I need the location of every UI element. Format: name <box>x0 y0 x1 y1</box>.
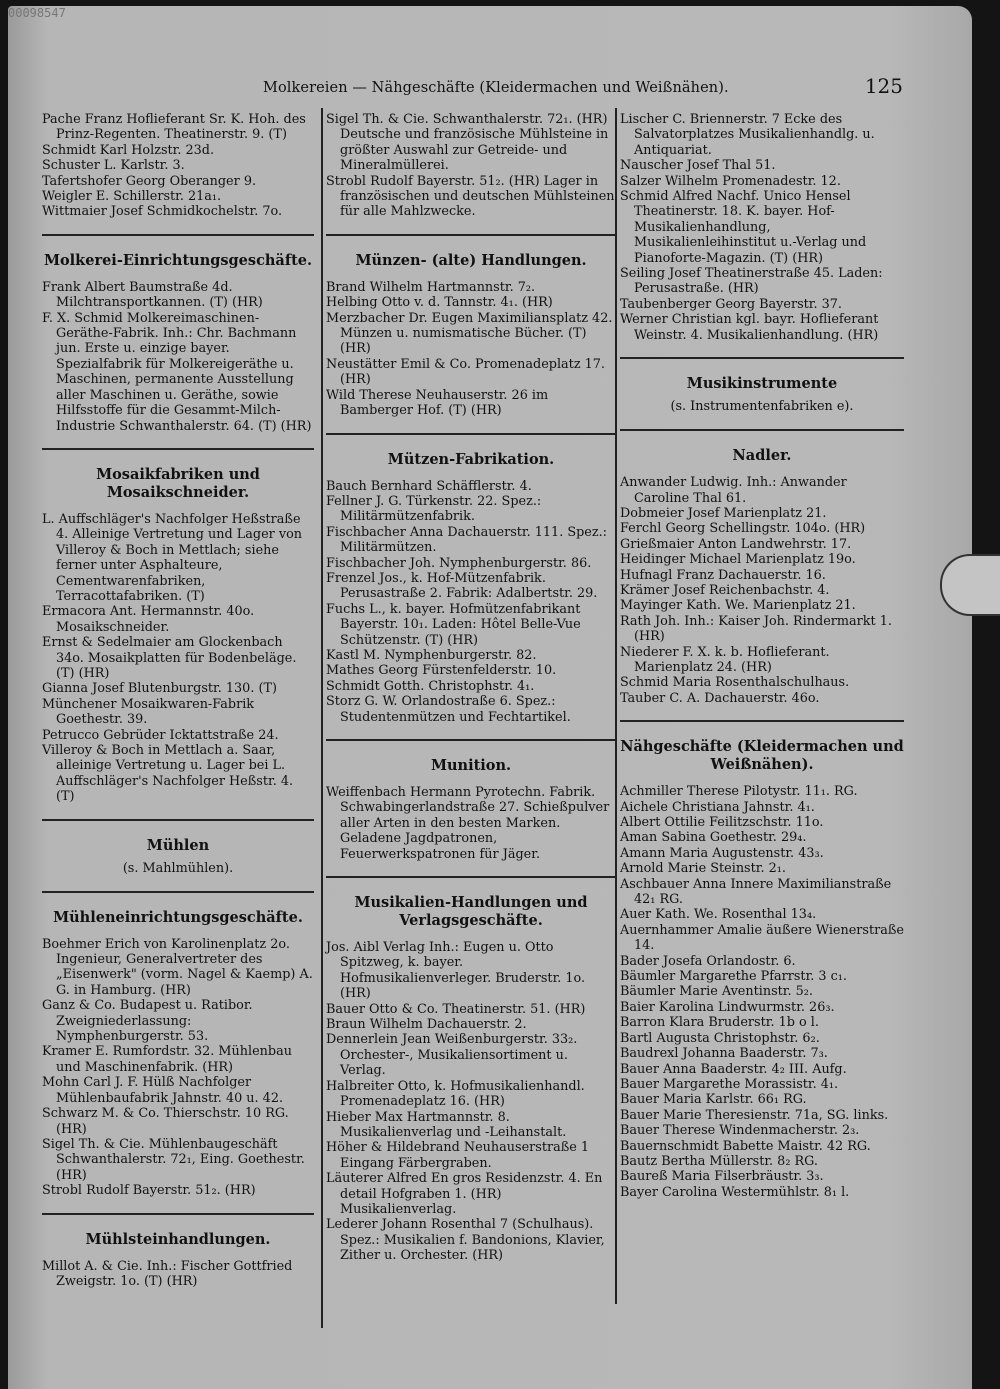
book-tab <box>940 554 1000 616</box>
directory-entry: L. Auffschläger's Nachfolger Heßstraße 4. Alleinige Vertretung und Lager von Villeroy & Boch in Mettlach; siehe ferner unter Asphalteure, Cementwarenfabriken, Terracottafabriken. (T) <box>42 511 303 604</box>
directory-entry: Salzer Wilhelm Promenadestr. 12. <box>620 173 841 189</box>
running-title: Molkereien — Nähgeschäfte (Kleidermachen und Weißnähen). <box>263 80 729 96</box>
section-title: Münzen- (alte) Handlungen. <box>355 251 587 269</box>
directory-entry: Wild Therese Neuhauserstr. 26 im Bamberger Hof. (T) (HR) <box>326 387 549 419</box>
entry-list <box>326 940 616 1264</box>
directory-entry: Schmidt Karl Holzstr. 23d. <box>42 142 215 158</box>
section-title: Munition. <box>430 757 512 774</box>
directory-entry: Frank Albert Baumstraße 4d. Milchtransportkannen. (T) (HR) <box>42 279 263 311</box>
directory-entry: Lederer Johann Rosenthal 7 (Schulhaus). Spez.: Musikalien f. Bandonions, Klavier, Zither u. Orchester. (HR) <box>326 1217 605 1264</box>
directory-entry: Baier Karolina Lindwurmstr. 26₃. <box>620 999 835 1015</box>
directory-entry: Niederer F. X. k. b. Hoflieferant. Marienplatz 24. (HR) <box>620 644 830 675</box>
entry-list <box>42 112 314 220</box>
directory-page <box>8 6 972 1389</box>
directory-entry: Mohn Carl J. F. Hülß Nachfolger Mühlenbaufabrik Jahnstr. 40 u. 42. <box>42 1075 284 1106</box>
directory-entry: Helbing Otto v. d. Tannstr. 4₁. (HR) <box>326 295 553 311</box>
entry-list <box>620 784 904 1200</box>
directory-entry: Aschbauer Anna Innere Maximilianstraße 42₁ RG. <box>620 876 892 908</box>
section-rule <box>620 357 904 359</box>
directory-entry: Barron Klara Bruderstr. 1b o l. <box>620 1015 819 1031</box>
directory-entry: Storz G. W. Orlandostraße 6. Spez.: Studentenmützen und Fechtartikel. <box>326 694 571 725</box>
directory-entry: Ermacora Ant. Hermannstr. 40o. Mosaikschneider. <box>42 604 255 635</box>
section-rule <box>326 234 616 236</box>
directory-entry: Kramer E. Rumfordstr. 32. Mühlenbau und Maschinenfabrik. (HR) <box>42 1044 292 1075</box>
directory-entry: Pache Franz Hoflieferant Sr. K. Hoh. des Prinz-Regenten. Theatinerstr. 9. (T) <box>42 112 306 143</box>
directory-entry: Albert Ottilie Feilitzschstr. 11o. <box>620 815 824 830</box>
directory-entry: Bauch Bernhard Schäfflerstr. 4. <box>326 478 532 494</box>
directory-entry: Strobl Rudolf Bayerstr. 51₂. (HR) <box>42 1183 256 1199</box>
directory-entry: Auer Kath. We. Rosenthal 13₄. <box>620 907 817 923</box>
directory-entry: Münchener Mosaikwaren-Fabrik Goethestr. 39. <box>42 696 255 728</box>
section-rule <box>326 433 616 435</box>
directory-entry: Ferchl Georg Schellingstr. 104o. (HR) <box>620 521 866 537</box>
directory-entry: Neustätter Emil & Co. Promenadeplatz 17. (HR) <box>326 356 605 388</box>
directory-entry: Höher & Hildebrand Neuhauserstraße 1 Eingang Färbergraben. <box>326 1140 590 1171</box>
directory-entry: Braun Wilhelm Dachauerstr. 2. <box>326 1017 527 1033</box>
directory-entry: Tauber C. A. Dachauerstr. 46o. <box>620 690 820 706</box>
section-rule <box>42 891 314 893</box>
directory-entry: Halbreiter Otto, k. Hofmusikalienhandl. Promenadeplatz 16. (HR) <box>326 1078 585 1110</box>
directory-entry: Baudrexl Johanna Baaderstr. 7₃. <box>620 1046 828 1062</box>
directory-entry: Werner Christian kgl. bayr. Hoflieferant Weinstr. 4. Musikalienhandlung. (HR) <box>620 312 879 343</box>
entry-list <box>42 937 314 1199</box>
section-rule <box>42 819 314 821</box>
directory-entry: Läuterer Alfred En gros Residenzstr. 4. En detail Hofgraben 1. (HR) Musikalienverlag. <box>326 1171 603 1217</box>
entry-list <box>326 479 616 726</box>
directory-entry: Villeroy & Boch in Mettlach a. Saar, alleinige Vertretung u. Lager bei L. Auffschläger's Nachfolger Heßstr. 4. (T) <box>42 743 294 805</box>
section-title: Musikalien-Handlungen und Verlagsgeschäfte. <box>354 894 588 930</box>
directory-entry: Fischbacher Joh. Nymphenburgerstr. 86. <box>326 555 592 571</box>
entry-list <box>326 280 616 419</box>
directory-entry: Schwarz M. & Co. Thierschstr. 10 RG. (HR) <box>42 1106 289 1137</box>
directory-entry: Kastl M. Nymphenburgerstr. 82. <box>326 647 537 663</box>
directory-entry: Bauer Otto & Co. Theatinerstr. 51. (HR) <box>326 1001 586 1017</box>
directory-entry: Mayinger Kath. We. Marienplatz 21. <box>620 598 856 614</box>
directory-entry: Achmiller Therese Pilotystr. 11₁. RG. <box>620 784 858 800</box>
directory-entry: Schmid Maria Rosenthalschulhaus. <box>620 675 850 691</box>
directory-entry: Hufnagl Franz Dachauerstr. 16. <box>620 567 826 583</box>
section-subtitle: (s. Instrumentenfabriken e). <box>670 399 854 415</box>
entry-list <box>326 785 616 862</box>
section-title: Mosaikfabriken und Mosaikschneider. <box>96 465 260 501</box>
directory-entry: Mathes Georg Fürstenfelderstr. 10. <box>326 663 557 679</box>
column-left <box>42 112 314 1289</box>
directory-entry: Rath Joh. Inh.: Kaiser Joh. Rindermarkt 1. (HR) <box>620 613 892 645</box>
directory-entry: F. X. Schmid Molkereimaschinen-Geräthe-Fabrik. Inh.: Chr. Bachmann jun. Erste u. einzige bayer. Spezialfabrik für Molkereigeräthe u. Maschinen, permanente Ausstellung aller Maschinen u. Geräthe, sowie Hilfsstoffe für die Gesammt-Milch-Industrie Schwanthalerstr. 64. (T) (HR) <box>42 310 312 434</box>
section-rule <box>326 876 616 878</box>
section-title: Molkerei-Einrichtungsgeschäfte. <box>43 251 313 269</box>
directory-entry: Amann Maria Augustenstr. 43₃. <box>620 845 824 861</box>
directory-entry: Aichele Christiana Jahnstr. 4₁. <box>620 799 815 815</box>
directory-entry: Sigel Th. & Cie. Mühlenbaugeschäft Schwanthalerstr. 72₁, Eing. Goethestr. (HR) <box>42 1136 305 1183</box>
directory-entry: Schmid Alfred Nachf. Unico Hensel Theatinerstr. 18. K. bayer. Hof-Musikalienhandlung, Musikalienleihinstitut u.-Verlag und Pianoforte-Magazin. (T) (HR) <box>620 189 867 266</box>
directory-entry: Fellner J. G. Türkenstr. 22. Spez.: Militärmützenfabrik. <box>326 493 542 525</box>
directory-entry: Bauernschmidt Babette Maistr. 42 RG. <box>620 1138 871 1154</box>
section-subtitle: (s. Mahlmühlen). <box>122 860 234 876</box>
directory-entry: Bauer Maria Karlstr. 66₁ RG. <box>620 1092 807 1108</box>
directory-entry: Hieber Max Hartmannstr. 8. Musikalienverlag und -Leihanstalt. <box>326 1109 567 1140</box>
directory-entry: Frenzel Jos., k. Hof-Mützenfabrik. Perusastraße 2. Fabrik: Adalbertstr. 29. <box>326 570 598 602</box>
directory-entry: Nauscher Josef Thal 51. <box>620 158 776 174</box>
entry-list <box>42 1259 314 1290</box>
directory-entry: Heidinger Michael Marienplatz 19o. <box>620 552 856 568</box>
directory-entry: Petrucco Gebrüder Icktattstraße 24. <box>42 727 279 743</box>
section-rule <box>42 448 314 450</box>
section-rule <box>620 429 904 431</box>
section-rule <box>620 720 904 722</box>
directory-entry: Bauer Therese Windenmacherstr. 2₃. <box>620 1123 860 1139</box>
directory-entry: Lischer C. Briennerstr. 7 Ecke des Salvatorplatzes Musikalienhandlg. u. Antiquariat. <box>620 112 875 158</box>
page-number: 125 <box>864 74 903 98</box>
entry-list <box>326 112 616 220</box>
column-rule <box>321 108 323 1328</box>
directory-entry: Schuster L. Karlstr. 3. <box>42 158 185 174</box>
page-header <box>263 74 903 108</box>
directory-entry: Bayer Carolina Westermühlstr. 8₁ l. <box>620 1184 850 1200</box>
directory-entry: Brand Wilhelm Hartmannstr. 7₂. <box>326 279 536 295</box>
directory-entry: Dobmeier Josef Marienplatz 21. <box>620 505 827 521</box>
section-title: Mühlen <box>146 836 210 854</box>
directory-entry: Weigler E. Schillerstr. 21a₁. <box>42 189 222 205</box>
section-rule <box>42 234 314 236</box>
scan-id: 00098547 <box>8 6 66 20</box>
directory-entry: Jos. Aibl Verlag Inh.: Eugen u. Otto Spitzweg, k. bayer. Hofmusikalienverleger. Bruderstr. 1o. (HR) <box>326 940 586 1002</box>
directory-entry: Millot A. & Cie. Inh.: Fischer Gottfried Zweigstr. 1o. (T) (HR) <box>42 1258 293 1289</box>
section-title: Nähgeschäfte (Kleidermachen und Weißnähen). <box>620 738 904 774</box>
directory-entry: Strobl Rudolf Bayerstr. 51₂. (HR) Lager in französischen und deutschen Mühlsteinen für alle Mahlzwecke. <box>326 173 615 220</box>
directory-entry: Fischbacher Anna Dachauerstr. 111. Spez.: Militärmützen. <box>326 524 607 556</box>
directory-entry: Bader Josefa Orlandostr. 6. <box>620 953 796 969</box>
directory-entry: Bauer Marie Theresienstr. 71a, SG. links. <box>620 1107 889 1123</box>
directory-entry: Ganz & Co. Budapest u. Ratibor. Zweigniederlassung: Nymphenburgerstr. 53. <box>42 998 253 1045</box>
directory-entry: Auernhammer Amalie äußere Wienerstraße 14. <box>620 922 904 954</box>
section-title: Nadler. <box>732 447 792 465</box>
directory-entry: Sigel Th. & Cie. Schwanthalerstr. 72₁. (HR) Deutsche und französische Mühlsteine in größter Auswahl zur Getreide- und Mineralmüllerei. <box>326 112 609 174</box>
column-middle <box>326 112 616 1264</box>
directory-entry: Ernst & Sedelmaier am Glockenbach 34o. Mosaikplatten für Bodenbeläge. (T) (HR) <box>42 635 297 681</box>
section-title: Musikinstrumente <box>686 375 838 393</box>
directory-entry: Dennerlein Jean Weißenburgerstr. 33₂. Orchester-, Musikaliensortiment u. Verlag. <box>326 1032 578 1079</box>
directory-entry: Gianna Josef Blutenburgstr. 130. (T) <box>42 681 277 697</box>
entry-list <box>620 112 904 343</box>
directory-entry: Schmidt Gotth. Christophstr. 4₁. <box>326 678 535 694</box>
directory-entry: Seiling Josef Theatinerstraße 45. Laden: Perusastraße. (HR) <box>620 266 883 297</box>
directory-entry: Aman Sabina Goethestr. 29₄. <box>620 830 807 846</box>
column-right <box>620 112 904 1200</box>
directory-entry: Bartl Augusta Christophstr. 6₂. <box>620 1030 820 1046</box>
section-rule <box>326 739 616 741</box>
entry-list <box>42 512 314 805</box>
directory-entry: Bäumler Margarethe Pfarrstr. 3 c₁. <box>620 969 847 985</box>
directory-entry: Baureß Maria Filserbräustr. 3₃. <box>620 1169 824 1185</box>
section-title: Mühlsteinhandlungen. <box>85 1230 271 1248</box>
entry-list <box>620 475 904 706</box>
directory-entry: Tafertshofer Georg Oberanger 9. <box>42 173 257 189</box>
directory-entry: Grießmaier Anton Landwehrstr. 17. <box>620 536 852 552</box>
section-title: Mühleneinrichtungsgeschäfte. <box>53 908 303 926</box>
directory-entry: Weiffenbach Hermann Pyrotechn. Fabrik. Schwabingerlandstraße 27. Schießpulver aller Arten in den besten Marken. Geladene Jagdpatronen, Feuerwerkspatronen für Jäger. <box>326 785 610 862</box>
directory-entry: Anwander Ludwig. Inh.: Anwander Caroline Thal 61. <box>620 475 847 506</box>
directory-entry: Wittmaier Josef Schmidkochelstr. 7o. <box>42 204 283 220</box>
directory-entry: Arnold Marie Steinstr. 2₁. <box>620 861 786 877</box>
directory-entry: Bäumler Marie Aventinstr. 5₂. <box>620 984 813 1000</box>
directory-entry: Boehmer Erich von Karolinenplatz 2o. Ingenieur, Generalvertreter des „Eisenwerk" (vorm. Nagel & Kaemp) A. G. in Hamburg. (HR) <box>42 936 313 998</box>
directory-entry: Fuchs L., k. bayer. Hofmützenfabrikant Bayerstr. 10₁. Laden: Hôtel Belle-Vue Schützenstr. (T) (HR) <box>326 601 581 648</box>
directory-entry: Merzbacher Dr. Eugen Maximiliansplatz 42. Münzen u. numismatische Bücher. (T) (HR) <box>326 310 613 357</box>
directory-entry: Bauer Margarethe Morassistr. 4₁. <box>620 1076 839 1092</box>
section-title: Mützen-Fabrikation. <box>387 450 555 468</box>
directory-entry: Bauer Anna Baaderstr. 4₂ III. Aufg. <box>620 1061 847 1077</box>
directory-entry: Taubenberger Georg Bayerstr. 37. <box>620 296 842 312</box>
directory-entry: Bautz Bertha Müllerstr. 8₂ RG. <box>620 1153 818 1169</box>
section-rule <box>42 1213 314 1215</box>
entry-list <box>42 280 314 434</box>
directory-entry: Krämer Josef Reichenbachstr. 4. <box>620 582 830 598</box>
